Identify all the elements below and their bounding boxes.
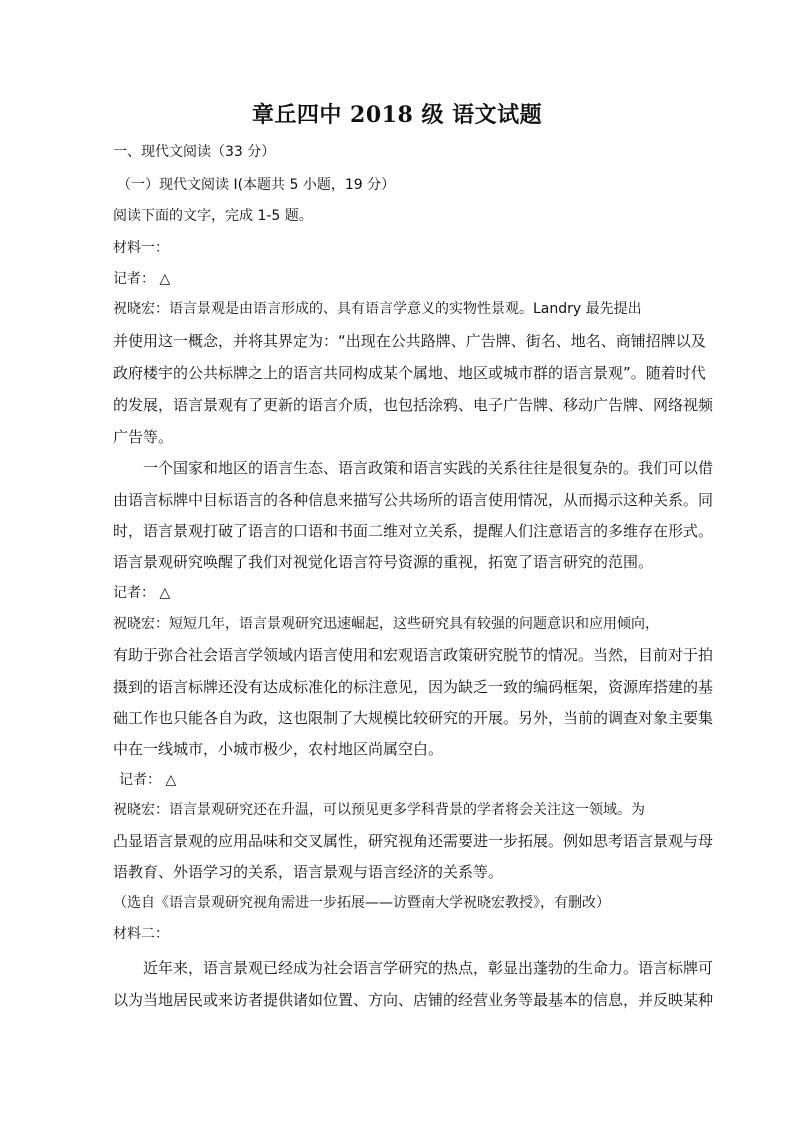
answer-1-line: 并使用这一概念，并将其界定为：“出现在公共路牌、广告牌、街名、地名、商铺招牌以及 [113, 332, 706, 350]
material-two-line: 以为当地居民或来访者提供诸如位置、方向、店铺的经营业务等最基本的信息，并反映某种 [113, 991, 714, 1009]
answer-3-line: 祝晓宏：语言景观研究还在升温，可以预见更多学科背景的学者将会关注这一领域。为 [113, 802, 645, 818]
reporter-question-2: 记者： △ [113, 585, 171, 601]
answer-1-line: 的发展，语言景观有了更新的语言介质，也包括涂鸦、电子广告牌、移动广告牌、网络视频 [113, 396, 714, 414]
material-two-line: 近年来，语言景观已经成为社会语言学研究的热点，彰显出蓬勃的生命力。语言标牌可 [143, 959, 714, 977]
instruction-text: 阅读下面的文字，完成 1-5 题。 [113, 208, 313, 224]
reporter-question-1: 记者： △ [113, 271, 171, 287]
answer-3-line: 凸显语言景观的应用品味和交叉属性，研究视角还需要进一步拓展。例如思考语言景观与母 [113, 832, 714, 850]
material-two-label: 材料二： [113, 926, 169, 942]
answer-2-line: 础工作也只能各自为政，这也限制了大规模比较研究的开展。另外，当前的调查对象主要集 [113, 709, 714, 727]
section-heading: 一、现代文阅读（33 分） [113, 144, 276, 160]
material-one-label: 材料一： [113, 240, 169, 256]
answer-1-line: 时，语言景观打破了语言的口语和书面二维对立关系，提醒人们注意语言的多维存在形式。 [113, 522, 714, 540]
source-note: （选自《语言景观研究视角需进一步拓展——访暨南大学祝晓宏教授》，有删改） [113, 895, 610, 911]
page-title: 章丘四中 2018 级 语文试题 [251, 102, 543, 128]
answer-1-line: 一个国家和地区的语言生态、语言政策和语言实践的关系往往是很复杂的。我们可以借 [143, 459, 714, 477]
reporter-question-3: 记者： △ [119, 772, 177, 788]
answer-1-line: 广告等。 [113, 428, 174, 446]
answer-1-line: 祝晓宏：语言景观是由语言形成的、具有语言学意义的实物性景观。Landry 最先提出 [113, 301, 642, 317]
answer-1-line: 语言景观研究唤醒了我们对视觉化语言符号资源的重视，拓宽了语言研究的范围。 [113, 553, 654, 571]
answer-2-line: 祝晓宏：短短几年，语言景观研究迅速崛起，这些研究具有较强的问题意识和应用倾向， [113, 616, 659, 632]
subsection-heading: （一）现代文阅读 Ⅰ(本题共 5 小题，19 分） [117, 177, 396, 193]
answer-1-line: 由语言标牌中目标语言的各种信息来描写公共场所的语言使用情况，从而揭示这种关系。同 [113, 491, 714, 509]
answer-2-line: 中在一线城市，小城市极少，农村地区尚属空白。 [113, 740, 444, 758]
answer-2-line: 有助于弥合社会语言学领域内语言使用和宏观语言政策研究脱节的情况。当然，目前对于拍 [113, 646, 714, 664]
answer-2-line: 摄到的语言标牌还没有达成标准化的标注意见，因为缺乏一致的编码框架，资源库搭建的基 [113, 678, 714, 696]
answer-1-line: 政府楼宇的公共标牌之上的语言共同构成某个属地、地区或城市群的语言景观”。随着时代 [113, 364, 706, 382]
answer-3-line: 语教育、外语学习的关系，语言景观与语言经济的关系等。 [113, 863, 504, 881]
